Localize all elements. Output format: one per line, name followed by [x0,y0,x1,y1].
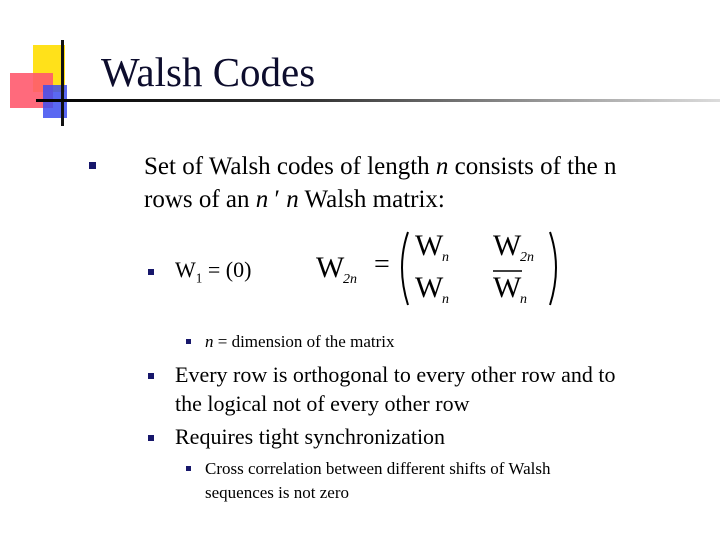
formula-equals: = [374,249,390,280]
bullet-1-line-2: rows of an n ′ n Walsh matrix: [144,186,445,213]
sub-bullet-marker [148,269,154,275]
matrix-b: W [493,229,522,262]
matrix-d-sub: n [520,292,527,307]
walsh-recursion-formula [310,225,570,315]
decor-vertical-line [61,40,64,126]
n-definition: n = dimension of the matrix [205,332,395,351]
matrix-a-sub: n [442,250,449,265]
right-paren [550,232,556,305]
w1-definition: $W_1 = (0)$ [175,257,252,286]
bullet-2-line-2: the logical not of every other row [175,391,470,416]
sub-sub-bullet-marker [186,339,191,344]
bullet-1-line-1: Set of Walsh codes of length n consists of the n [144,153,617,180]
title-underline [36,99,720,102]
matrix-c: W [415,271,444,304]
matrix-d: W [493,271,522,304]
bullet-3-sub-line-2: sequences is not zero [205,483,349,502]
matrix-c-sub: n [442,292,449,307]
sub-bullet-marker [148,373,154,379]
sub-sub-bullet-marker [186,466,191,471]
matrix-b-sub: 2n [520,250,534,265]
left-paren [402,232,408,305]
sub-bullet-marker [148,435,154,441]
bullet-marker [89,162,96,169]
formula-lhs: W [316,251,345,284]
formula-lhs-sub: 2n [343,272,357,287]
bullet-2-line-1: Every row is orthogonal to every other row and to [175,362,616,387]
bullet-3-sub-line-1: Cross correlation between different shifts of Walsh [205,459,551,478]
bullet-3: Requires tight synchronization [175,424,446,449]
slide-title: Walsh Codes [101,49,316,95]
matrix-a: W [415,229,444,262]
